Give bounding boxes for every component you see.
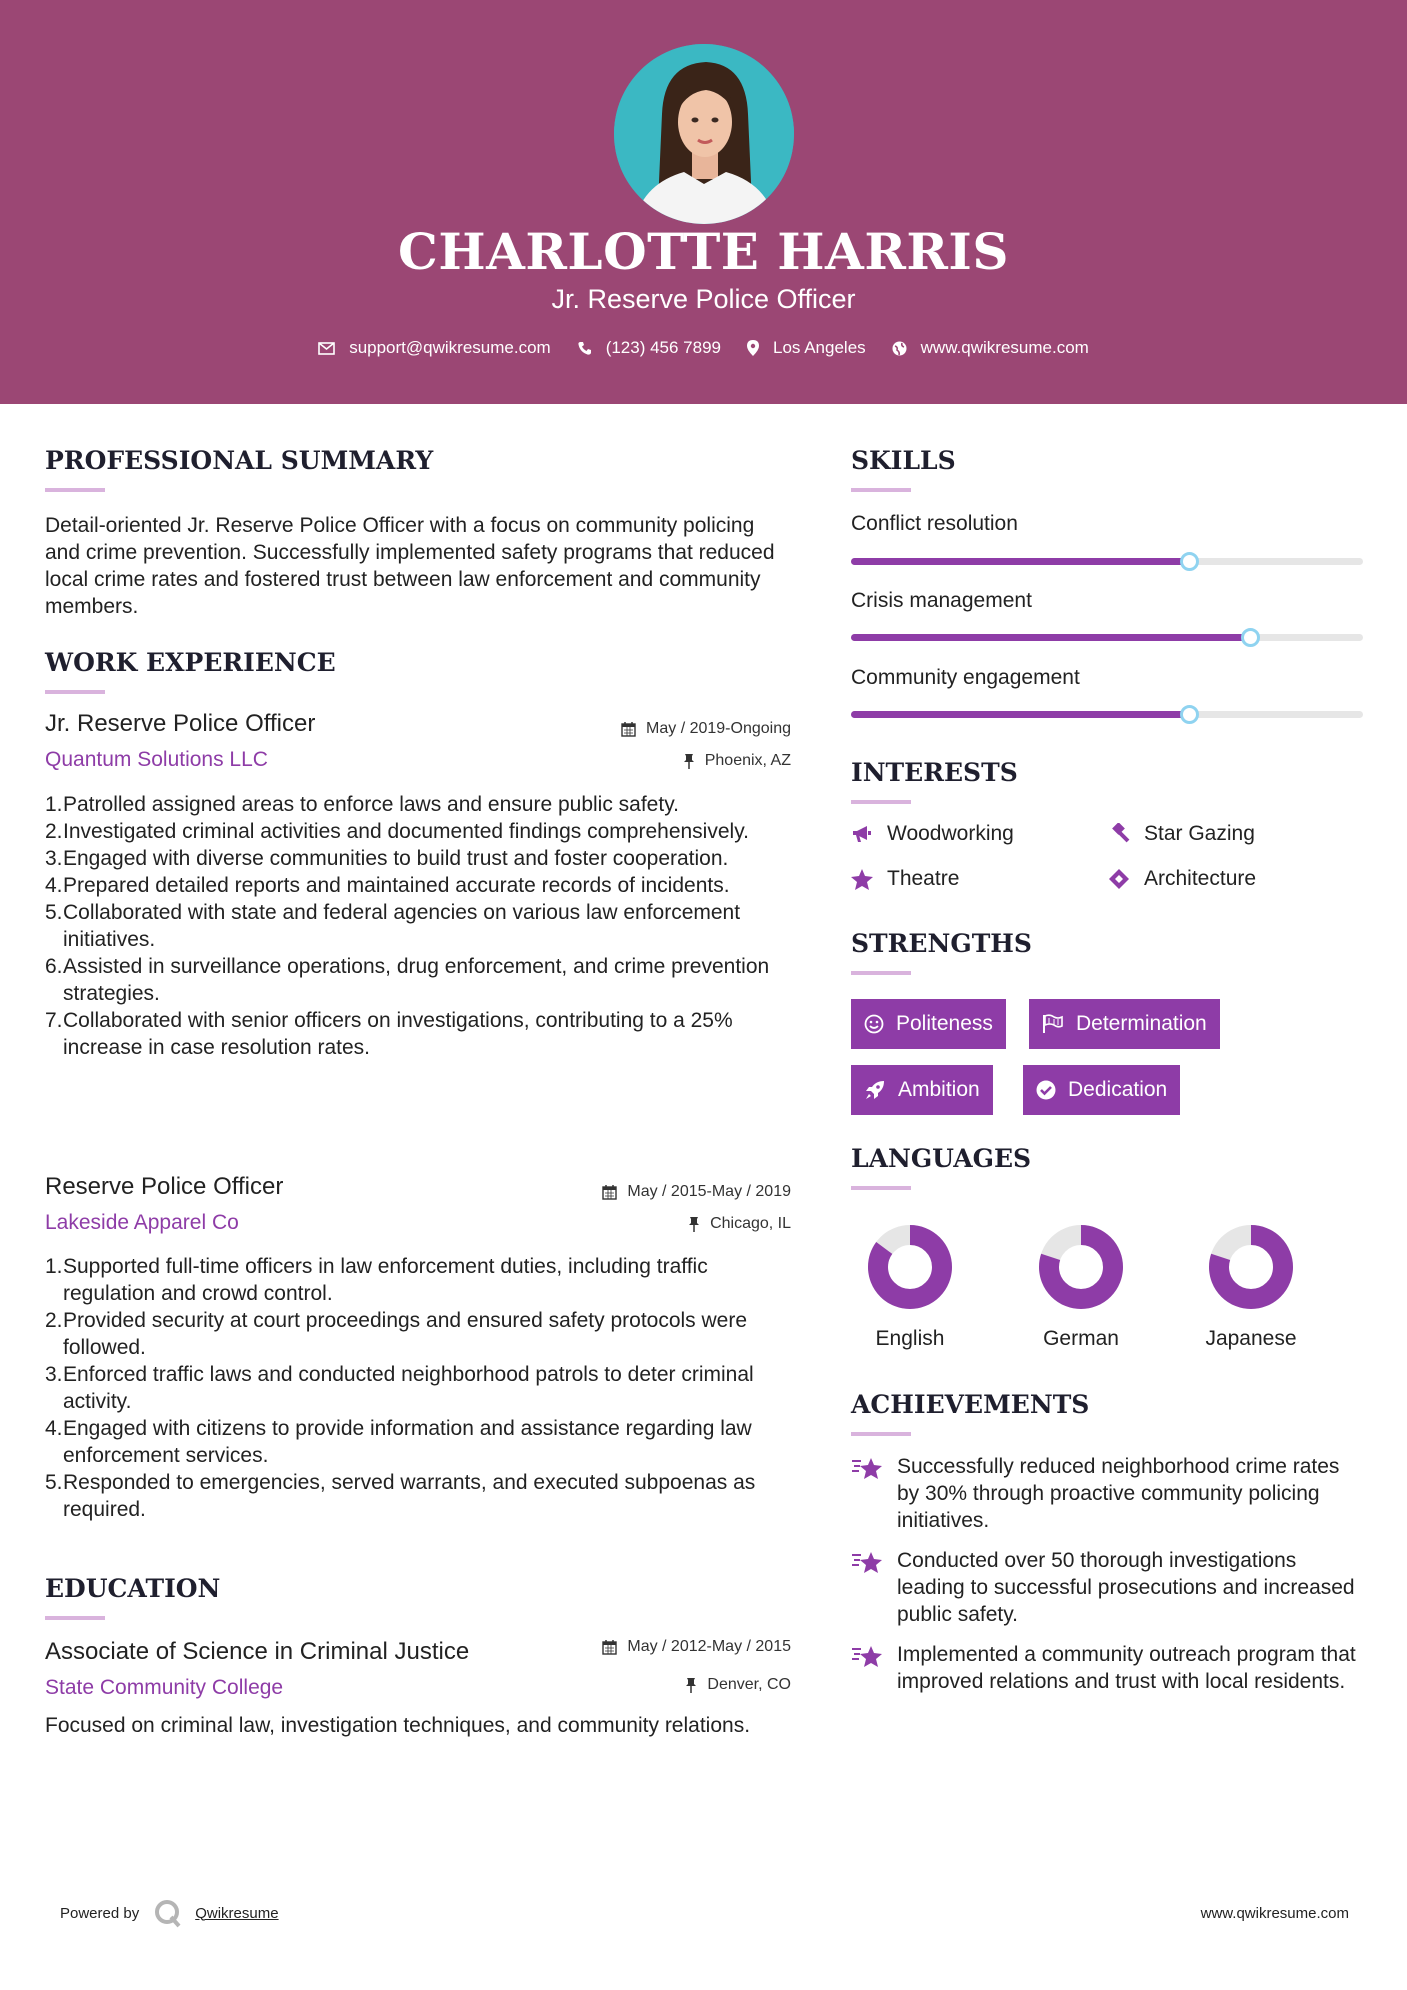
education-date — [551, 1638, 791, 1656]
list-item: 4. Engaged with citizens to provide information and assistance regarding law enforcement services. — [45, 1417, 752, 1467]
footer-website[interactable]: www.qwikresume.com — [1200, 1905, 1349, 1922]
gavel-icon — [1108, 823, 1130, 845]
rocket-icon — [864, 1079, 886, 1101]
languages-heading: LANGUAGES — [851, 1144, 1032, 1173]
skill-bar-fill — [851, 558, 1189, 565]
shooting-star-icon — [851, 1549, 885, 1575]
pin-icon — [688, 1216, 700, 1232]
star-icon — [851, 869, 873, 890]
job-location-text: Chicago, IL — [710, 1215, 791, 1232]
job-location — [551, 752, 791, 770]
language-chart — [1016, 1222, 1146, 1312]
list-item: 2. Provided security at court proceedings and ensured safety protocols were followed. — [45, 1309, 748, 1359]
list-item: 1. Supported full-time officers in law enforcement duties, including traffic regulation and crowd control. — [45, 1255, 708, 1305]
interest-item: Star Gazing — [1108, 822, 1255, 846]
skill-bar-knob — [1180, 705, 1199, 724]
shooting-star-icon — [851, 1455, 885, 1481]
achievements-divider — [851, 1432, 911, 1436]
list-item: 1. Patrolled assigned areas to enforce laws and ensure public safety. — [45, 793, 679, 816]
candidate-name: CHARLOTTE HARRIS — [398, 222, 1009, 281]
skill-bar-knob — [1241, 628, 1260, 647]
interests-divider — [851, 800, 911, 804]
achievement-item: Implemented a community outreach program that improved relations and trust with local residents. — [851, 1641, 1361, 1695]
skill-bar — [851, 634, 1363, 641]
profile-photo — [614, 44, 794, 224]
summary-text: Detail-oriented Jr. Reserve Police Officer with a focus on community policing and crime prevention. Successfully implemented safety programs that reduced local crime rates and fostered trust between law enforcement and community members. — [45, 514, 775, 618]
job-location — [551, 1215, 791, 1233]
calendar-icon — [602, 1185, 617, 1200]
strength-tag: Politeness — [851, 999, 1006, 1049]
job-location-text: Phoenix, AZ — [704, 752, 791, 769]
achievement-item: Conducted over 50 thorough investigations leading to successful prosecutions and increased public safety. — [851, 1547, 1361, 1628]
achievement-item: Successfully reduced neighborhood crime rates by 30% through proactive community policing initiatives. — [851, 1453, 1361, 1534]
strength-tag: Ambition — [851, 1065, 993, 1115]
envelope-icon — [318, 342, 335, 355]
pin-icon — [683, 753, 695, 769]
map-marker-icon — [747, 340, 759, 356]
qwikresume-logo-icon — [153, 1898, 183, 1928]
phone-text: (123) 456 7899 — [605, 338, 722, 357]
email-text: support@qwikresume.com — [349, 338, 551, 357]
flag-icon — [1042, 1014, 1064, 1034]
calendar-icon — [602, 1640, 617, 1655]
list-item: 3. Enforced traffic laws and conducted neighborhood patrols to deter criminal activity. — [45, 1363, 754, 1413]
phone-icon — [577, 341, 592, 356]
contact-email[interactable] — [318, 338, 551, 358]
job-company: Lakeside Apparel Co — [45, 1211, 239, 1234]
strengths-divider — [851, 971, 911, 975]
strength-tag: Determination — [1029, 999, 1220, 1049]
experience-heading: WORK EXPERIENCE — [45, 648, 336, 677]
education-divider — [45, 1616, 105, 1620]
summary-heading: PROFESSIONAL SUMMARY — [45, 446, 434, 475]
skills-heading: SKILLS — [851, 446, 956, 475]
smile-icon — [864, 1014, 884, 1034]
contact-location — [747, 338, 866, 358]
candidate-title: Jr. Reserve Police Officer — [551, 284, 856, 314]
job-responsibilities — [45, 791, 795, 1061]
job-date-text: May / 2015-May / 2019 — [627, 1183, 791, 1200]
skill-bar — [851, 558, 1363, 565]
qwikresume-link[interactable]: Qwikresume — [195, 1904, 279, 1922]
education-date-text: May / 2012-May / 2015 — [627, 1638, 791, 1655]
list-item: 2. Investigated criminal activities and documented findings comprehensively. — [45, 820, 749, 843]
language-chart — [1186, 1222, 1316, 1312]
list-item: 6. Assisted in surveillance operations, drug enforcement, and crime prevention strategies. — [45, 955, 770, 1005]
contact-bar — [0, 338, 1407, 358]
job-title: Reserve Police Officer — [45, 1173, 284, 1200]
powered-by-text: Powered by — [60, 1904, 140, 1922]
language-name: German — [1043, 1327, 1119, 1350]
contact-phone[interactable] — [577, 338, 721, 358]
list-item: 3. Engaged with diverse communities to build trust and foster cooperation. — [45, 847, 729, 870]
footer-powered-by — [60, 1898, 279, 1928]
strength-tag: Dedication — [1023, 1065, 1180, 1115]
skills-divider — [851, 488, 911, 492]
skill-bar-fill — [851, 711, 1189, 718]
location-text: Los Angeles — [773, 338, 866, 357]
job-date — [551, 1183, 791, 1201]
list-item: 4. Prepared detailed reports and maintained accurate records of incidents. — [45, 874, 730, 897]
achievements-heading: ACHIEVEMENTS — [851, 1390, 1090, 1419]
languages-divider — [851, 1186, 911, 1190]
education-location-text: Denver, CO — [707, 1676, 791, 1693]
skill-name: Conflict resolution — [851, 512, 1018, 535]
ticket-icon — [1108, 868, 1130, 890]
calendar-icon — [621, 722, 636, 737]
interests-heading: INTERESTS — [851, 758, 1018, 787]
education-description: Focused on criminal law, investigation techniques, and community relations. — [45, 1714, 751, 1737]
check-circle-icon — [1036, 1080, 1056, 1100]
skill-bar-fill — [851, 634, 1250, 641]
interest-item: Architecture — [1108, 867, 1256, 891]
job-date — [551, 720, 791, 738]
resume-header — [0, 0, 1407, 404]
school-name: State Community College — [45, 1676, 284, 1699]
bullhorn-icon — [851, 824, 873, 844]
language-name: Japanese — [1205, 1327, 1297, 1350]
skill-bar-knob — [1180, 552, 1199, 571]
interest-item: Woodworking — [851, 822, 1014, 846]
interest-item: Theatre — [851, 867, 959, 891]
contact-website[interactable] — [892, 338, 1089, 358]
education-heading: EDUCATION — [45, 1574, 221, 1603]
list-item: 5. Collaborated with state and federal agencies on various law enforcement initiatives. — [45, 901, 741, 951]
list-item: 5. Responded to emergencies, served warrants, and executed subpoenas as required. — [45, 1471, 756, 1521]
experience-divider — [45, 690, 105, 694]
language-chart — [845, 1222, 975, 1312]
skill-name: Community engagement — [851, 666, 1080, 689]
summary-divider — [45, 488, 105, 492]
list-item: 7. Collaborated with senior officers on investigations, contributing to a 25% increase in case resolution rates. — [45, 1009, 733, 1059]
job-company: Quantum Solutions LLC — [45, 748, 268, 771]
job-responsibilities — [45, 1253, 795, 1523]
job-date-text: May / 2019-Ongoing — [646, 720, 791, 737]
globe-icon — [892, 341, 907, 356]
skill-bar — [851, 711, 1363, 718]
website-text: www.qwikresume.com — [920, 338, 1089, 357]
strengths-heading: STRENGTHS — [851, 929, 1032, 958]
shooting-star-icon — [851, 1643, 885, 1669]
education-location — [551, 1676, 791, 1694]
language-name: English — [875, 1327, 945, 1350]
pin-icon — [685, 1677, 697, 1693]
degree-title: Associate of Science in Criminal Justice — [45, 1638, 470, 1665]
skill-name: Crisis management — [851, 589, 1032, 612]
job-title: Jr. Reserve Police Officer — [45, 710, 316, 737]
